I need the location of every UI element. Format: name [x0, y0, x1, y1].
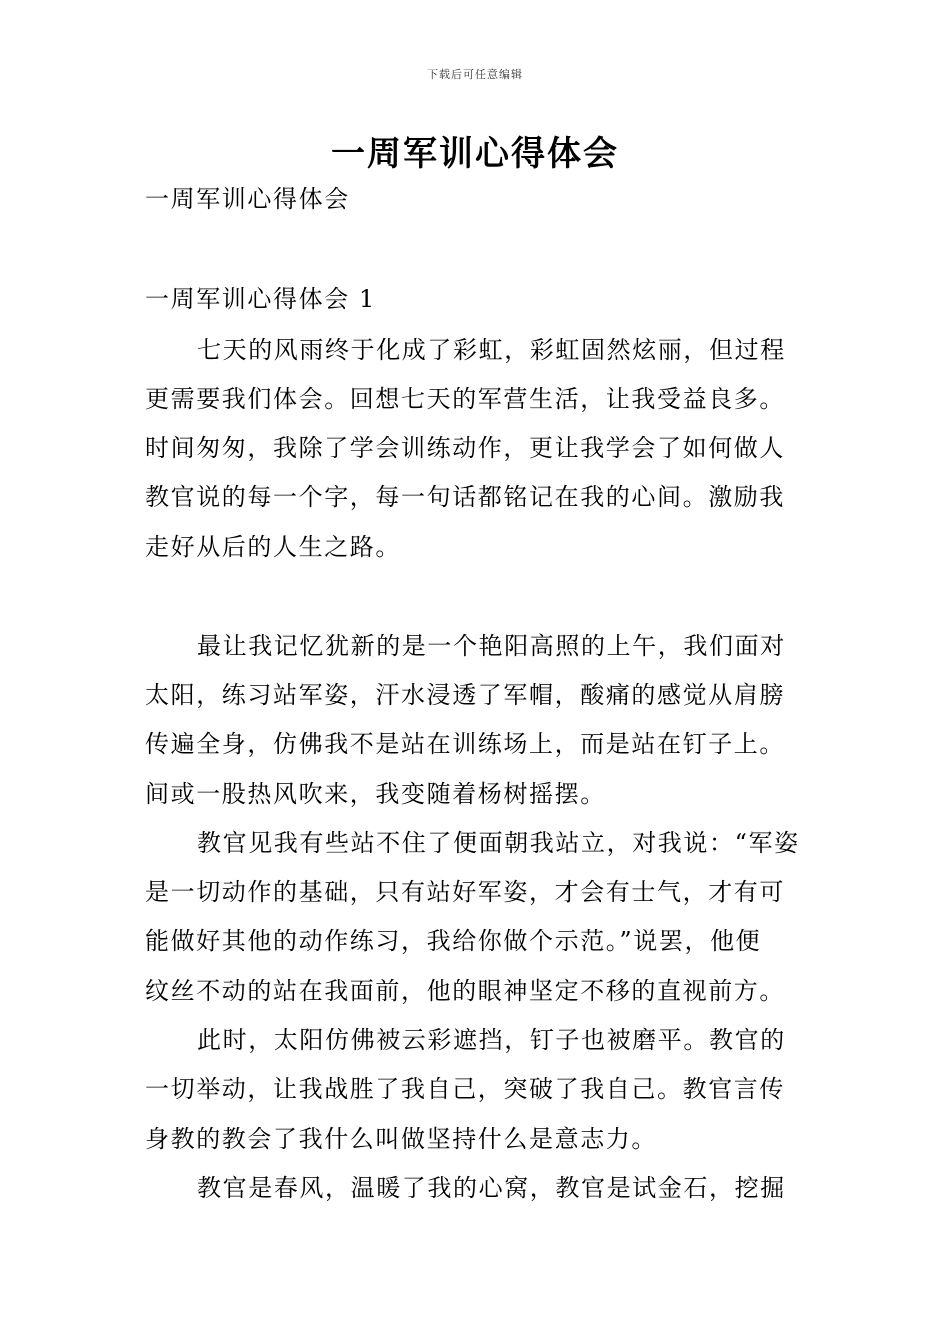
section-heading: 一周军训心得体会 1 [145, 285, 376, 313]
paragraph-line: 身教的教会了我什么叫做坚持什么是意志力。 [145, 1125, 657, 1153]
paragraph-line: 时间匆匆，我除了学会训练动作，更让我学会了如何做人 [145, 434, 785, 462]
document-title: 一周军训心得体会 [331, 134, 619, 174]
paragraph-line: 太阳，练习站军姿，汗水浸透了军帽，酸痛的感觉从肩膀 [145, 681, 785, 709]
paragraph-line: 教官见我有些站不住了便面朝我站立，对我说：“军姿 [197, 829, 800, 857]
paragraph-line: 教官说的每一个字，每一句话都铭记在我的心间。激励我 [145, 483, 785, 511]
paragraph-line: 此时，太阳仿佛被云彩遮挡，钉子也被磨平。教官的 [197, 1026, 786, 1054]
paragraph-line: 传遍全身，仿佛我不是站在训练场上，而是站在钉子上。 [145, 730, 785, 758]
document-subtitle: 一周军训心得体会 [145, 185, 350, 213]
paragraph-line: 纹丝不动的站在我面前，他的眼神坚定不移的直视前方。 [145, 977, 785, 1005]
paragraph-line: 走好从后的人生之路。 [145, 533, 401, 561]
paragraph-line: 能做好其他的动作练习，我给你做个示范。”说罢，他便 [145, 927, 762, 955]
header-note: 下载后可任意编辑 [427, 68, 523, 81]
paragraph-line: 更需要我们体会。回想七天的军营生活，让我受益良多。 [145, 385, 785, 413]
paragraph-line: 七天的风雨终于化成了彩虹，彩虹固然炫丽，但过程 [197, 336, 786, 364]
paragraph-line: 最让我记忆犹新的是一个艳阳高照的上午，我们面对 [197, 632, 786, 660]
paragraph-line: 教官是春风，温暖了我的心窝，教官是试金石，挖掘 [197, 1174, 786, 1202]
paragraph-line: 间或一股热风吹来，我变随着杨树摇摆。 [145, 780, 606, 808]
paragraph-line: 是一切动作的基础，只有站好军姿，才会有士气，才有可 [145, 878, 785, 906]
paragraph-line: 一切举动，让我战胜了我自己，突破了我自己。教官言传 [145, 1075, 785, 1103]
